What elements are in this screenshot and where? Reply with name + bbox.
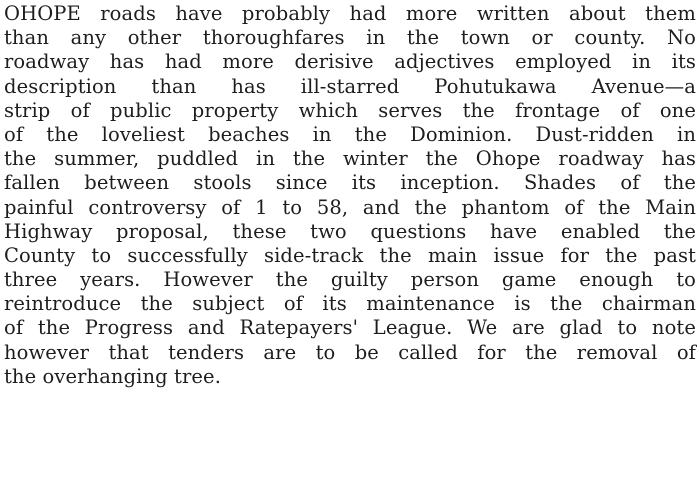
text-line: description than has ill-starred Pohutukawa Avenue—a xyxy=(4,74,696,98)
text-line: of the Progress and Ratepayers' League. We are glad to note xyxy=(4,316,696,340)
text-line: painful controversy of 1 to 58, and the phantom of the Main xyxy=(4,195,696,219)
text-line: County to successfully side-track the main issue for the past xyxy=(4,243,696,267)
text-line-last: the overhanging tree. xyxy=(4,364,221,388)
text-line: fallen between stools since its inception. Shades of the xyxy=(4,171,696,195)
text-line: than any other thoroughfares in the town or county. No xyxy=(4,26,696,50)
text-line: reintroduce the subject of its maintenance is the chairman xyxy=(4,292,696,316)
text-line: strip of public property which serves the frontage of one xyxy=(4,98,696,122)
text-line: Highway proposal, these two questions have enabled the xyxy=(4,219,696,243)
text-line: roadway has had more derisive adjectives employed in its xyxy=(4,50,696,74)
text-line: OHOPE roads have probably had more written about them xyxy=(4,2,696,25)
text-line: however that tenders are to be called for the removal of xyxy=(4,340,696,364)
text-line: three years. However the guilty person game enough to xyxy=(4,268,696,292)
text-line: of the loveliest beaches in the Dominion. Dust-ridden in xyxy=(4,122,696,146)
text-line: the summer, puddled in the winter the Ohope roadway has xyxy=(4,147,696,171)
article-body xyxy=(4,2,696,389)
